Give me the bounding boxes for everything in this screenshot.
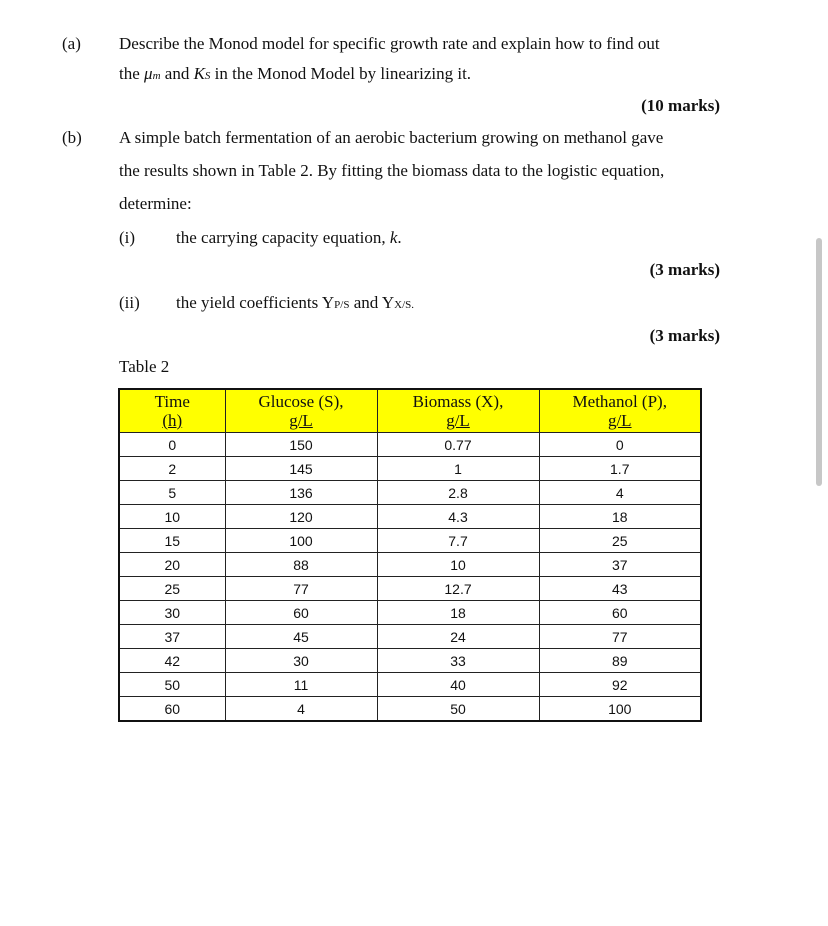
cell-time: 42 [119, 649, 225, 673]
vertical-scrollbar-thumb[interactable] [816, 238, 822, 486]
cell-time: 20 [119, 553, 225, 577]
cell-time: 15 [119, 529, 225, 553]
table-row [119, 625, 701, 649]
cell-glucose: 30 [225, 649, 377, 673]
cell-biomass: 40 [377, 673, 539, 697]
part-a-line-2-post: in the Monod Model by linearizing it. [210, 64, 472, 83]
cell-methanol: 92 [539, 673, 701, 697]
part-b-line-2: the results shown in Table 2. By fitting the biomass data to the logistic equation, [119, 161, 665, 180]
table-row [119, 577, 701, 601]
sub-i-text-pre: the carrying capacity equation, [176, 228, 390, 247]
cell-glucose: 11 [225, 673, 377, 697]
ks-subscript: S [204, 70, 211, 82]
cell-glucose: 120 [225, 505, 377, 529]
header-methanol [539, 389, 701, 433]
cell-time: 2 [119, 457, 225, 481]
cell-biomass: 10 [377, 553, 539, 577]
sub-i-text [176, 228, 402, 248]
header-time-unit: (h) [162, 411, 183, 430]
part-a-line-2-pre: the [119, 64, 145, 83]
header-biomass [377, 389, 539, 433]
part-b-line-1: A simple batch fermentation of an aerobic bacterium growing on methanol gave [119, 128, 664, 147]
header-biomass-unit: g/L [446, 411, 470, 430]
header-glucose-unit: g/L [289, 411, 313, 430]
cell-glucose: 60 [225, 601, 377, 625]
ks-symbol: K [193, 64, 205, 83]
table-row [119, 457, 701, 481]
table-row [119, 529, 701, 553]
cell-biomass: 18 [377, 601, 539, 625]
cell-methanol: 77 [539, 625, 701, 649]
cell-biomass: 12.7 [377, 577, 539, 601]
sub-ii-text [176, 293, 414, 315]
cell-biomass: 2.8 [377, 481, 539, 505]
sub-ii-marks: (3 marks) [649, 326, 720, 345]
cell-methanol: 0 [539, 433, 701, 457]
part-a-marks: (10 marks) [641, 96, 720, 115]
table-row [119, 697, 701, 722]
yx-subscript: X/S. [394, 299, 415, 311]
cell-time: 30 [119, 601, 225, 625]
mu-symbol: μ [144, 64, 153, 83]
cell-methanol: 4 [539, 481, 701, 505]
cell-biomass: 0.77 [377, 433, 539, 457]
header-methanol-unit: g/L [607, 411, 632, 430]
mu-subscript: m [152, 70, 161, 82]
sub-i-marks: (3 marks) [649, 260, 720, 279]
cell-methanol: 60 [539, 601, 701, 625]
k-symbol: k [389, 228, 398, 247]
table-row [119, 505, 701, 529]
header-time [119, 389, 225, 433]
yp-subscript: P/S [334, 299, 350, 311]
cell-glucose: 77 [225, 577, 377, 601]
cell-biomass: 4.3 [377, 505, 539, 529]
sub-ii-pre: the yield coefficients Y [176, 293, 335, 312]
cell-biomass: 33 [377, 649, 539, 673]
part-a-label: (a) [62, 34, 81, 53]
part-b-label: (b) [62, 128, 82, 147]
part-b-line-3: determine: [119, 194, 192, 213]
table-row [119, 601, 701, 625]
cell-glucose: 150 [225, 433, 377, 457]
sub-i-text-post: . [397, 228, 402, 247]
sub-ii-and: and Y [349, 293, 395, 312]
cell-time: 0 [119, 433, 225, 457]
cell-methanol: 37 [539, 553, 701, 577]
part-a-line-1: Describe the Monod model for specific growth rate and explain how to find out [119, 34, 660, 53]
cell-time: 5 [119, 481, 225, 505]
header-time-name: Time [154, 392, 190, 411]
cell-time: 37 [119, 625, 225, 649]
cell-biomass: 1 [377, 457, 539, 481]
header-methanol-name: Methanol (P), [572, 392, 667, 411]
part-a-line-2-mid: and [160, 64, 194, 83]
cell-glucose: 45 [225, 625, 377, 649]
cell-time: 25 [119, 577, 225, 601]
header-glucose-name: Glucose (S), [258, 392, 344, 411]
cell-glucose: 88 [225, 553, 377, 577]
cell-methanol: 25 [539, 529, 701, 553]
cell-biomass: 7.7 [377, 529, 539, 553]
data-table [118, 388, 702, 722]
header-biomass-name: Biomass (X), [412, 392, 504, 411]
part-a-line-2 [119, 64, 471, 86]
cell-methanol: 1.7 [539, 457, 701, 481]
cell-glucose: 4 [225, 697, 377, 722]
cell-biomass: 24 [377, 625, 539, 649]
table-row [119, 553, 701, 577]
sub-i-label: (i) [119, 228, 136, 247]
cell-methanol: 43 [539, 577, 701, 601]
table-row [119, 433, 701, 457]
table-caption: Table 2 [119, 357, 170, 376]
header-glucose [225, 389, 377, 433]
cell-glucose: 145 [225, 457, 377, 481]
table-header-row [119, 389, 701, 433]
sub-ii-label: (ii) [119, 293, 140, 312]
cell-time: 50 [119, 673, 225, 697]
cell-biomass: 50 [377, 697, 539, 722]
cell-time: 60 [119, 697, 225, 722]
table-row [119, 649, 701, 673]
cell-methanol: 100 [539, 697, 701, 722]
cell-methanol: 89 [539, 649, 701, 673]
cell-glucose: 100 [225, 529, 377, 553]
cell-time: 10 [119, 505, 225, 529]
table-row [119, 673, 701, 697]
cell-glucose: 136 [225, 481, 377, 505]
cell-methanol: 18 [539, 505, 701, 529]
table-row [119, 481, 701, 505]
